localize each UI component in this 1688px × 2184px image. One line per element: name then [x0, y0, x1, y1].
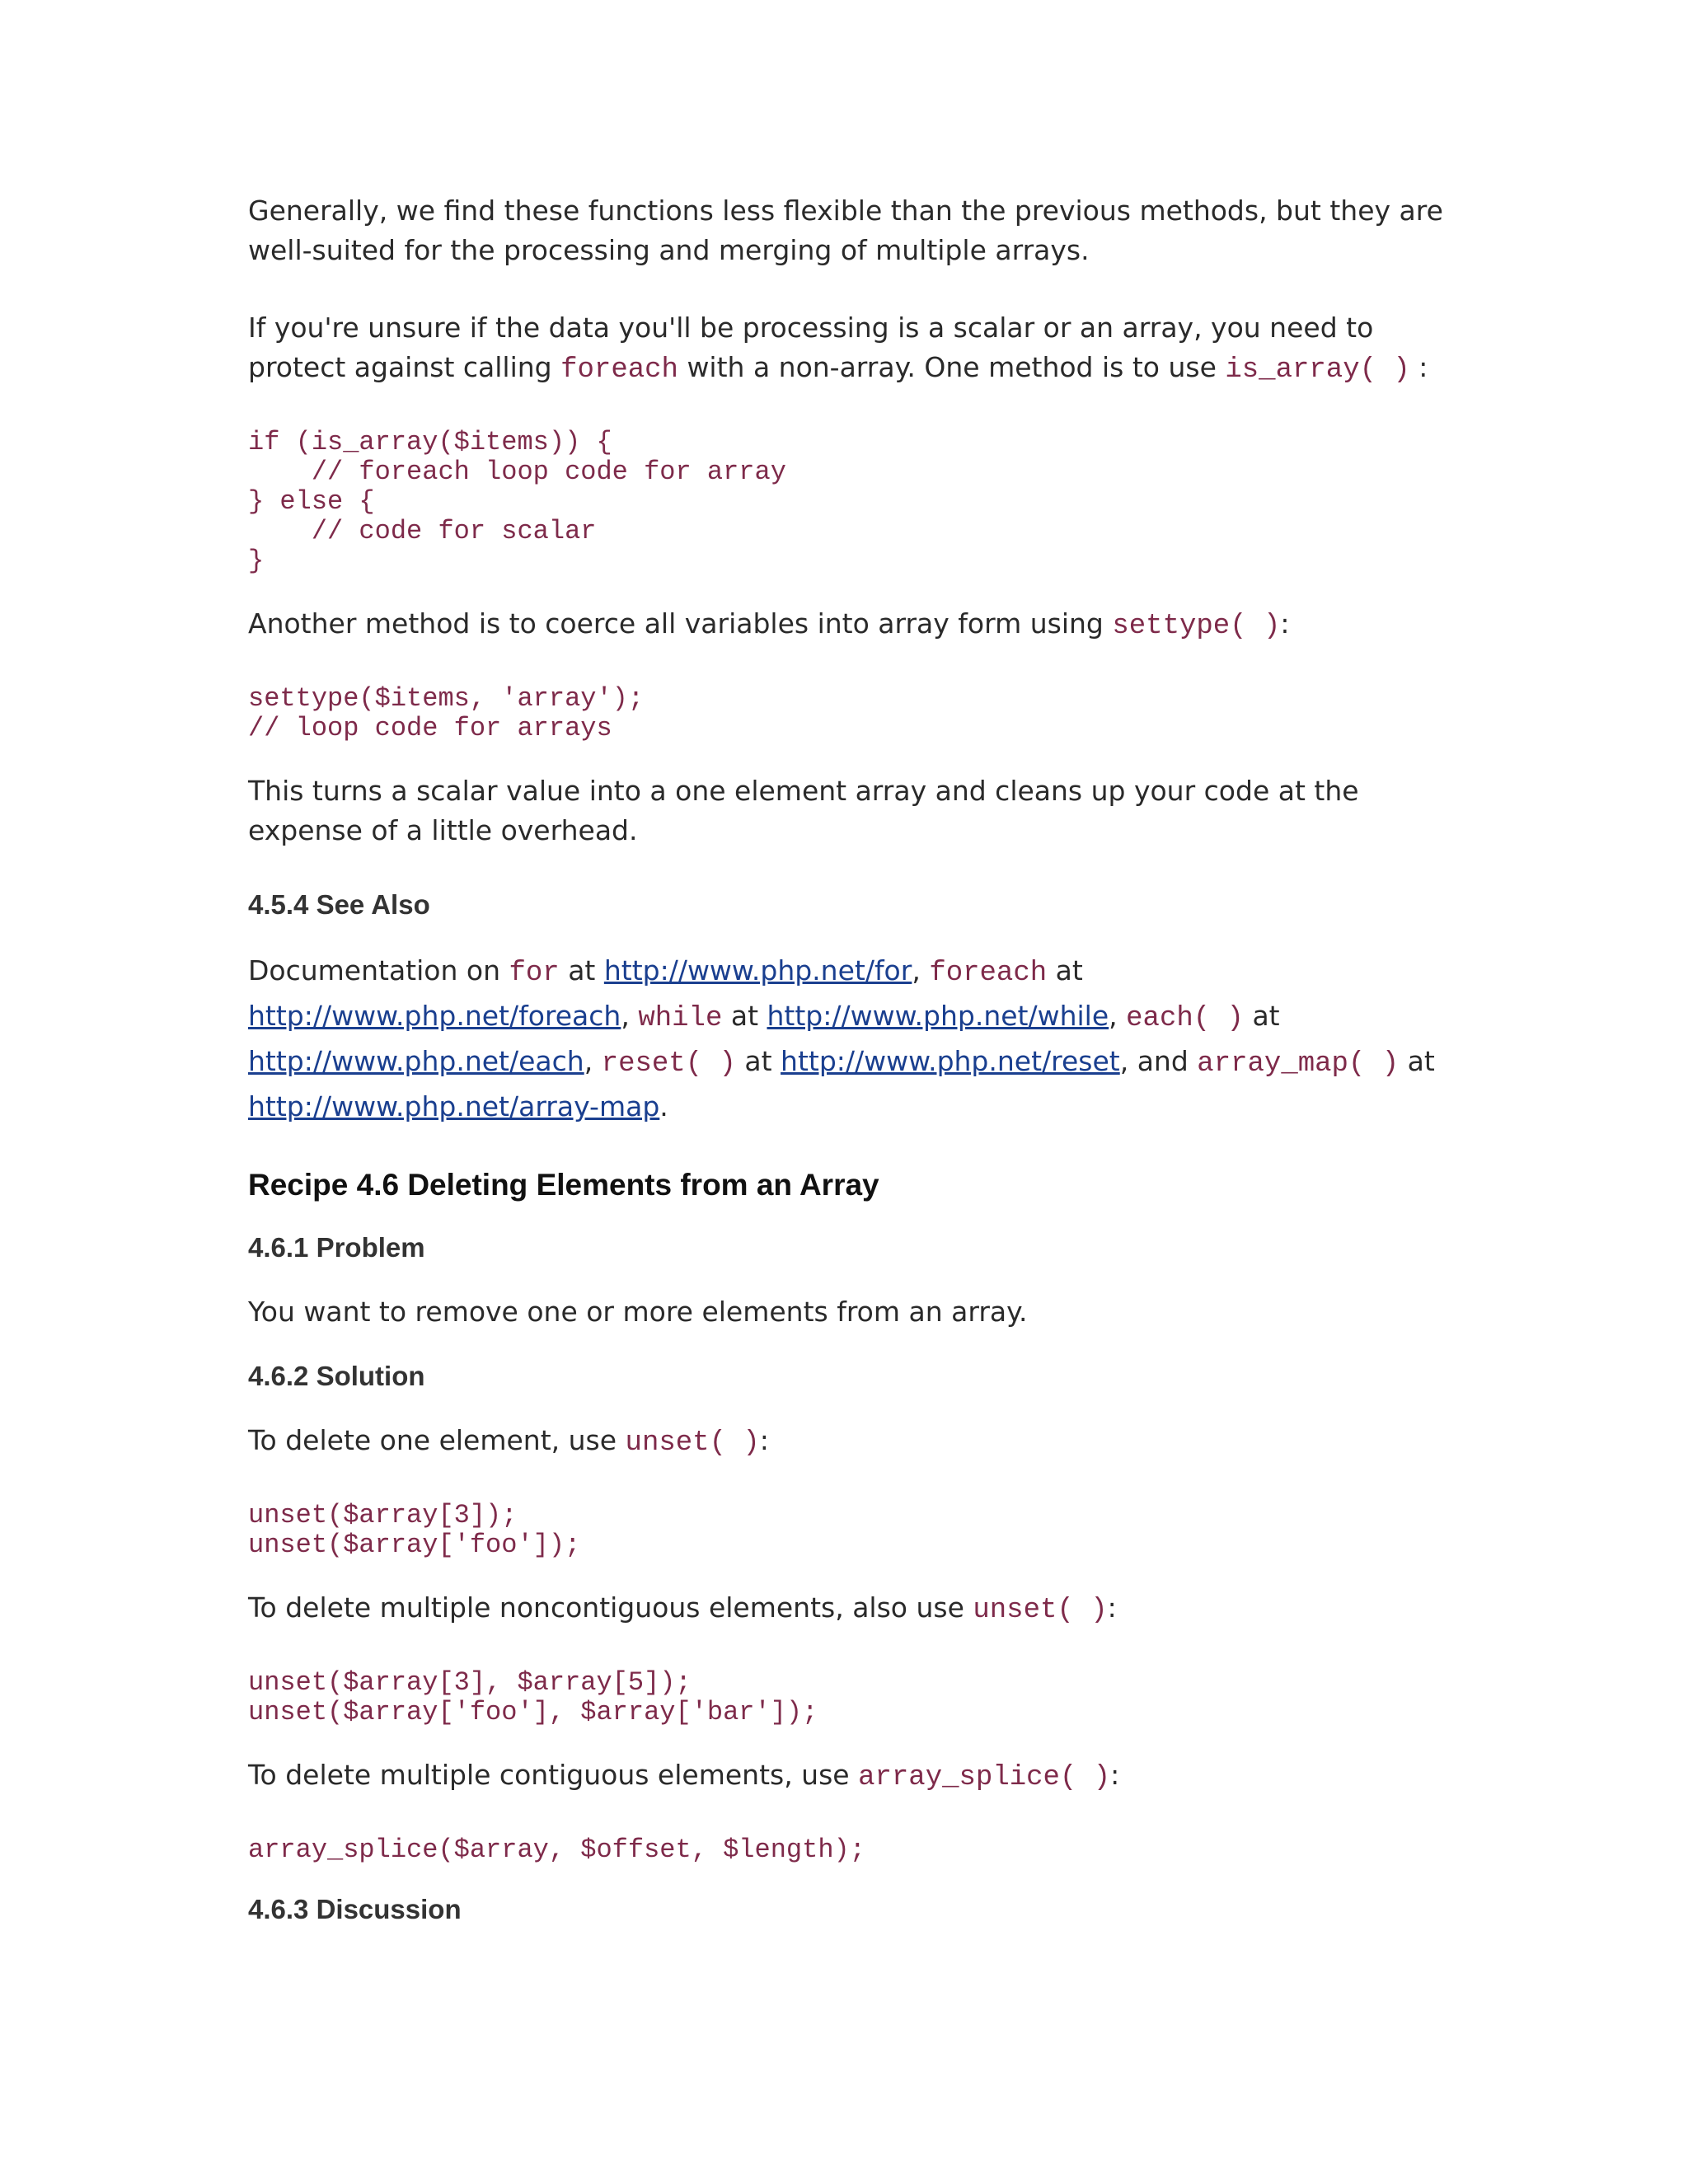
text: at: [722, 1000, 767, 1032]
paragraph-delete-noncontiguous: [248, 1588, 1443, 1630]
link-php-while[interactable]: http://www.php.net/while: [767, 1000, 1109, 1032]
inline-code-foreach: foreach: [929, 958, 1048, 989]
text: ,: [584, 1045, 602, 1077]
paragraph-flexibility: Generally, we find these functions less flexible than the previous methods, but they are well-suited for the processing and merging of multiple arrays.: [248, 194, 1443, 266]
text: at: [1399, 1045, 1435, 1077]
heading-problem: 4.6.1 Problem: [248, 1232, 425, 1263]
paragraph-problem: You want to remove one or more elements from an array.: [248, 1296, 1028, 1328]
inline-code-array-splice: array_splice( ): [858, 1762, 1111, 1793]
inline-code-unset: unset( ): [625, 1427, 760, 1459]
text: :: [1110, 1759, 1120, 1791]
text: To delete one element, use: [248, 1424, 626, 1456]
link-php-foreach[interactable]: http://www.php.net/foreach: [248, 1000, 621, 1032]
text: :: [759, 1424, 769, 1456]
inline-code-unset: unset( ): [973, 1595, 1108, 1626]
heading-see-also: 4.5.4 See Also: [248, 889, 430, 920]
inline-code-reset: reset( ): [601, 1048, 736, 1080]
paragraph-overhead: This turns a scalar value into a one element array and cleans up your code at the expense of a little overhead.: [248, 775, 1359, 846]
text: ,: [621, 1000, 639, 1032]
code-block-unset-one: unset($array[3]); unset($array['foo']);: [248, 1500, 581, 1560]
text: at: [1243, 1000, 1280, 1032]
inline-code-is-array: is_array( ): [1225, 354, 1410, 386]
inline-code-settype: settype( ): [1112, 611, 1281, 642]
text: at: [1047, 954, 1083, 987]
heading-discussion: 4.6.3 Discussion: [248, 1894, 462, 1924]
document-page: [248, 191, 1443, 1926]
text: Documentation on: [248, 954, 509, 987]
inline-code-each: each( ): [1126, 1003, 1244, 1034]
link-php-each[interactable]: http://www.php.net/each: [248, 1045, 584, 1077]
link-php-for[interactable]: http://www.php.net/for: [603, 954, 912, 987]
paragraph-settype: [248, 604, 1443, 646]
code-block-array-splice: array_splice($array, $offset, $length);: [248, 1835, 865, 1865]
inline-code-while: while: [638, 1003, 723, 1034]
link-php-array-map[interactable]: http://www.php.net/array-map: [248, 1090, 660, 1122]
paragraph-see-also: [248, 949, 1443, 1127]
text: To delete multiple contiguous elements, use: [248, 1759, 859, 1791]
text: ,: [1109, 1000, 1127, 1032]
text: If you're unsure if the data you'll be processing is a scalar or an array, you need to protect against calling: [248, 312, 1374, 383]
text: at: [559, 954, 604, 987]
code-block-unset-multiple: unset($array[3], $array[5]); unset($array['foo'], $array['bar']);: [248, 1667, 818, 1727]
text: ,: [912, 954, 930, 987]
paragraph-delete-contiguous: [248, 1755, 1443, 1797]
text: .: [659, 1090, 668, 1122]
text: To delete multiple noncontiguous elements, also use: [248, 1591, 973, 1624]
text: at: [735, 1045, 781, 1077]
text: :: [1409, 351, 1428, 383]
paragraph-scalar-check: [248, 308, 1443, 390]
code-block-settype: settype($items, 'array'); // loop code for arrays: [248, 683, 645, 743]
inline-code-foreach: foreach: [560, 354, 678, 386]
heading-solution: 4.6.2 Solution: [248, 1361, 425, 1391]
link-php-reset[interactable]: http://www.php.net/reset: [781, 1045, 1120, 1077]
heading-recipe-4-6: Recipe 4.6 Deleting Elements from an Array: [248, 1168, 879, 1202]
inline-code-for: for: [509, 958, 560, 989]
text: with a non-array. One method is to use: [678, 351, 1226, 383]
text: :: [1107, 1591, 1117, 1624]
paragraph-delete-one: [248, 1421, 1443, 1463]
inline-code-array-map: array_map( ): [1197, 1048, 1400, 1080]
text: , and: [1119, 1045, 1198, 1077]
text: :: [1280, 607, 1290, 640]
code-block-is-array: if (is_array($items)) { // foreach loop code for array } else { // code for scalar }: [248, 427, 786, 576]
text: Another method is to coerce all variables into array form using: [248, 607, 1113, 640]
